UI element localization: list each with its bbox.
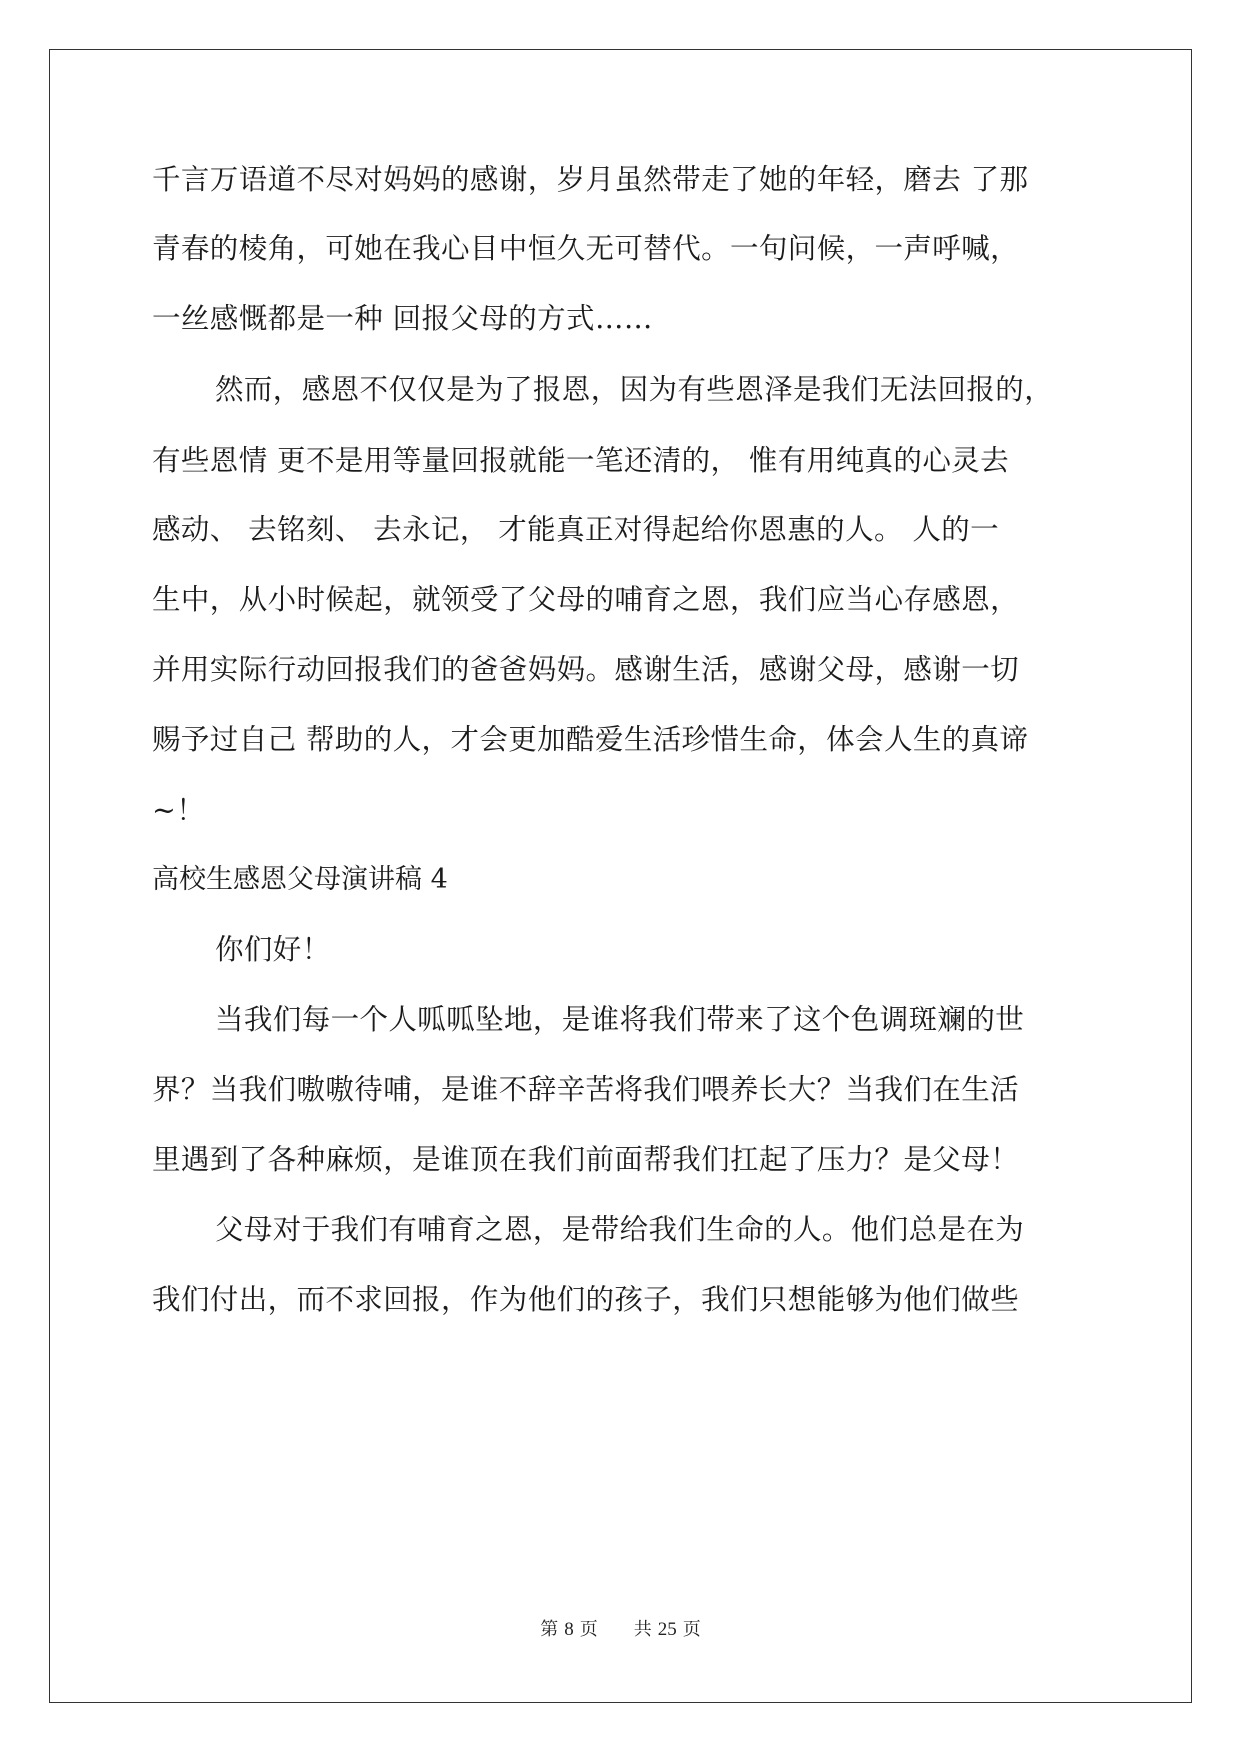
page-footer (0, 1618, 1241, 1642)
current-page-number: 8 (564, 1619, 574, 1640)
body-line: 青春的棱角，可她在我心目中恒久无可替代。一句问候，一声呼喊， (152, 232, 1020, 265)
body-line: 一丝感慨都是一种 回报父母的方式…… (152, 302, 653, 335)
page-number-label: 第 8 页 (540, 1619, 598, 1640)
total-pages-label: 共 25 页 (633, 1619, 701, 1640)
body-line: 生中，从小时候起，就领受了父母的哺育之恩，我们应当心存感恩， (152, 583, 1020, 616)
total-page-number: 25 (657, 1619, 677, 1640)
body-line: 父母对于我们有哺育之恩，是带给我们生命的人。他们总是在为 (215, 1213, 1025, 1246)
body-line: 千言万语道不尽对妈妈的感谢，岁月虽然带走了她的年轻，磨去 了那 (152, 163, 1029, 196)
body-line: 有些恩情 更不是用等量回报就能一笔还清的， 惟有用纯真的心灵去 (152, 444, 1010, 477)
body-line: ~！ (152, 794, 206, 827)
body-line: 界？当我们嗷嗷待哺，是谁不辞辛苦将我们喂养长大？当我们在生活 (152, 1073, 1020, 1106)
body-line: 感动、 去铭刻、 去永记， 才能真正对得起给你恩惠的人。 人的一 (152, 513, 1000, 546)
body-line: 我们付出，而不求回报，作为他们的孩子，我们只想能够为他们做些 (152, 1283, 1020, 1316)
body-line: 并用实际行动回报我们的爸爸妈妈。感谢生活，感谢父母，感谢一切 (152, 653, 1020, 686)
body-line: 当我们每一个人呱呱坠地，是谁将我们带来了这个色调斑斓的世 (215, 1003, 1025, 1036)
section-heading: 高校生感恩父母演讲稿 4 (152, 864, 448, 895)
greeting-line: 你们好！ (215, 933, 331, 966)
body-line: 里遇到了各种麻烦，是谁顶在我们前面帮我们扛起了压力？是父母！ (152, 1143, 1020, 1176)
body-line: 然而，感恩不仅仅是为了报恩，因为有些恩泽是我们无法回报的， (215, 373, 1054, 406)
body-line: 赐予过自己 帮助的人，才会更加酷爱生活珍惜生命，体会人生的真谛 (152, 723, 1029, 756)
